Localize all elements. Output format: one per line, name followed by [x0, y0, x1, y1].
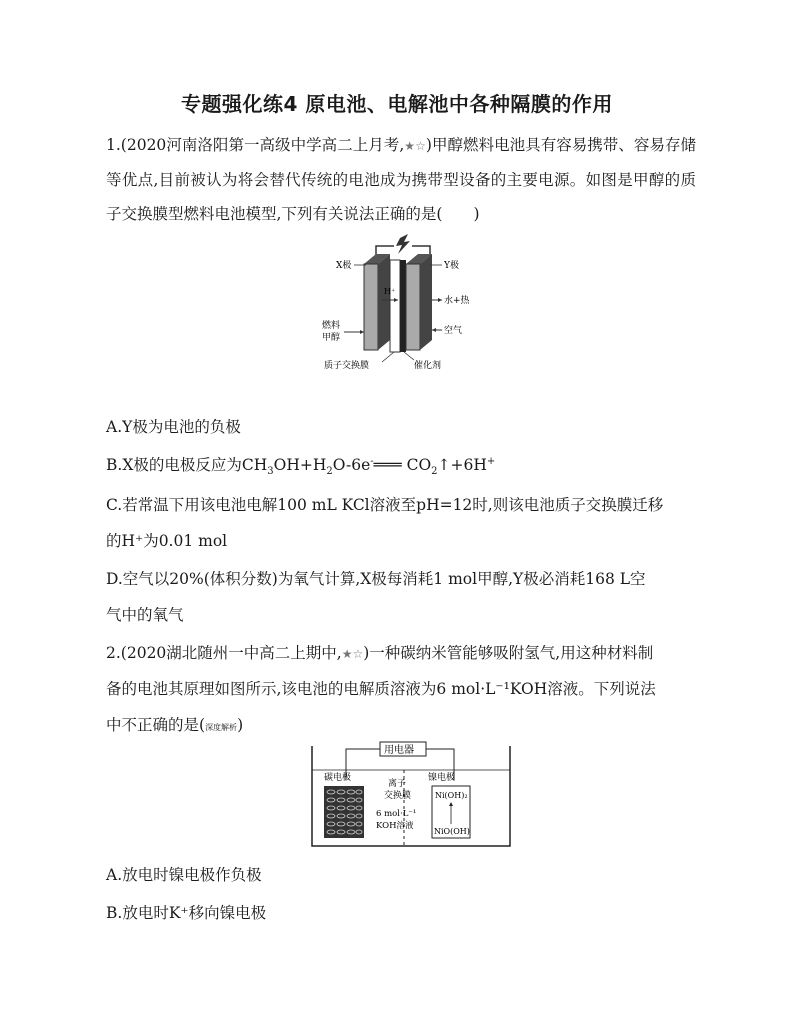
h-ion-label: H⁺	[384, 287, 396, 296]
membrane-label-1: 离子	[388, 779, 407, 789]
question-2-text-1: )一种碳纳米管能够吸附氢气,用这种材料制	[363, 644, 654, 662]
question-1-number: 1.	[106, 136, 121, 154]
question-2-text-3: 中不正确的是(	[106, 716, 206, 734]
lightning-icon	[396, 234, 410, 254]
question-2-line3	[106, 712, 706, 741]
option-b-text-3: O-6e	[332, 456, 371, 474]
appliance-label: 用电器	[384, 745, 414, 756]
question-2-number: 2.	[106, 644, 121, 662]
membrane-label: 质子交换膜	[324, 361, 370, 371]
y-electrode	[406, 264, 420, 350]
page-title: 专题强化练4 原电池、电解池中各种隔膜的作用	[181, 92, 613, 116]
option-b-text-2: OH+H	[273, 456, 327, 474]
q1-option-d-line1[interactable]: D.空气以20%(体积分数)为氧气计算,X极每消耗1 mol甲醇,Y极必消耗168 L空	[106, 570, 646, 588]
q2-option-a[interactable]: A.放电时镍电极作负极	[106, 866, 262, 884]
q1-option-c-line1[interactable]: C.若常温下用该电池电解100 mL KCl溶液至pH=12时,则该电池质子交换膜迁移	[106, 496, 664, 514]
nioh2-label: Ni(OH)₂	[435, 791, 468, 800]
option-b-tail: ↑+6H	[437, 456, 487, 474]
q1-option-d-line2: 气中的氧气	[106, 606, 184, 624]
carbon-electrode-label: 碳电极	[324, 773, 352, 783]
catalyst-layer	[400, 260, 406, 352]
sub-2b: 2	[431, 466, 438, 478]
niooh-label: NiO(OH)	[434, 827, 470, 836]
question-2-close: )	[237, 716, 244, 734]
air-label: 空气	[444, 326, 463, 336]
difficulty-stars: ★☆	[404, 139, 426, 153]
fuel-cell-diagram	[318, 232, 488, 374]
y-label: Y极	[444, 261, 459, 271]
nickel-electrode-label: 镍电极	[428, 773, 456, 783]
solution-label: KOH溶液	[376, 821, 414, 831]
membrane-label-2: 交换膜	[384, 791, 412, 801]
q2-option-b[interactable]: B.放电时K⁺移向镍电极	[106, 904, 267, 922]
q1-option-b[interactable]	[106, 452, 706, 478]
catalyst-label: 催化剂	[414, 361, 442, 371]
water-heat-label: 水+热	[444, 296, 470, 306]
q1-option-c-line2: 的H⁺为0.01 mol	[106, 532, 228, 550]
concentration-label: 6 mol·L⁻¹	[376, 809, 417, 819]
question-1-stem	[106, 128, 696, 231]
fuel-label: 燃料	[322, 321, 341, 331]
methanol-label: 甲醇	[322, 333, 341, 343]
question-2-line1	[106, 640, 706, 667]
sup-minus: -	[370, 455, 374, 467]
sup-plus: +	[486, 455, 496, 467]
sub-2: 2	[326, 466, 333, 478]
equal-sign: ═══	[373, 456, 402, 474]
question-2-line2: 备的电池其原理如图所示,该电池的电解质溶液为6 mol·L⁻¹KOH溶液。下列说法	[106, 680, 656, 698]
x-label: X极	[336, 261, 352, 271]
question-1-text: )甲醇燃料电池具有容易携带、容易存储等优点,目前被认为将会替代传统的电池成为携带型设备的主要电源。如图是甲醇的质子交换膜型燃料电池模型,下列有关说法正确的是( )	[106, 136, 697, 223]
battery-diagram	[308, 740, 514, 850]
question-2-source: (2020湖北随州一中高二上期中,	[120, 644, 342, 662]
deep-analysis-tag: 深度解析	[205, 723, 238, 732]
option-b-text: B.X极的电极反应为CH	[106, 456, 268, 474]
q1-option-a[interactable]: A.Y极为电池的负极	[106, 418, 241, 436]
co-text: CO	[401, 456, 432, 474]
x-electrode	[364, 264, 378, 350]
sub-3: 3	[267, 466, 274, 478]
difficulty-stars-2: ★☆	[341, 647, 364, 661]
question-1-source: (2020河南洛阳第一高级中学高二上月考,	[120, 136, 405, 154]
proton-membrane	[390, 260, 400, 352]
